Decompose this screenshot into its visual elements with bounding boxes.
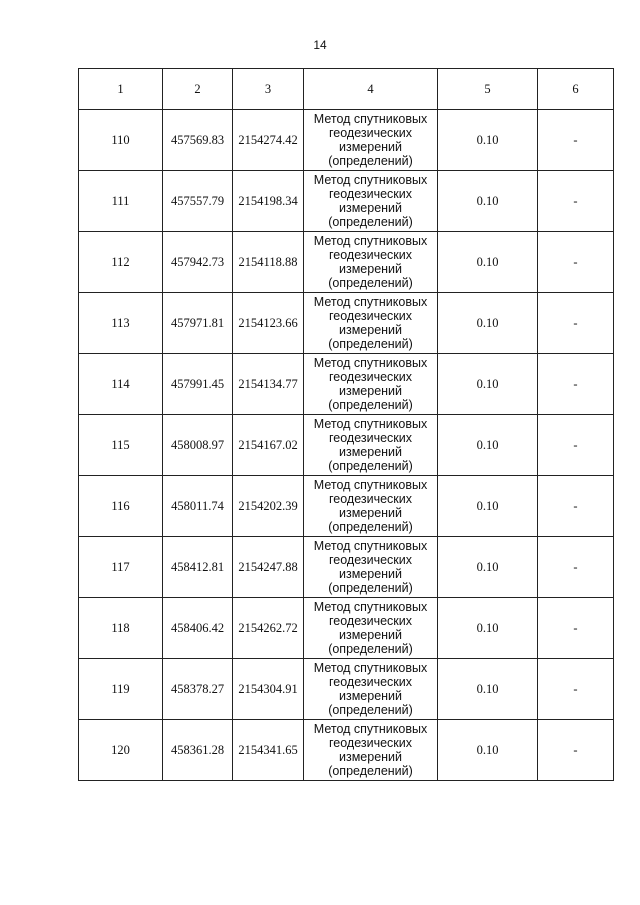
method-line: (определений)	[328, 276, 413, 290]
y-coordinate-cell: 2154262.72	[233, 598, 304, 659]
point-number-cell: 119	[79, 659, 163, 720]
y-coordinate-cell: 2154134.77	[233, 354, 304, 415]
x-coordinate-cell: 458412.81	[163, 537, 233, 598]
note-cell: -	[538, 354, 614, 415]
y-coordinate-cell: 2154247.88	[233, 537, 304, 598]
y-coordinate-cell: 2154304.91	[233, 659, 304, 720]
x-coordinate-cell: 458361.28	[163, 720, 233, 781]
method-line: измерений	[338, 140, 403, 154]
method-line: (определений)	[328, 459, 413, 473]
point-number-cell: 117	[79, 537, 163, 598]
table-row	[79, 415, 614, 476]
accuracy-cell: 0.10	[438, 659, 538, 720]
method-line: (определений)	[328, 642, 413, 656]
method-line: геодезических	[328, 187, 412, 201]
table-header-row	[79, 69, 614, 110]
note-cell: -	[538, 476, 614, 537]
x-coordinate-cell: 458378.27	[163, 659, 233, 720]
method-line: измерений	[338, 384, 403, 398]
method-line: измерений	[338, 323, 403, 337]
method-line: измерений	[338, 750, 403, 764]
method-line: Метод спутниковых	[313, 600, 428, 614]
y-coordinate-cell: 2154198.34	[233, 171, 304, 232]
method-cell	[304, 537, 438, 598]
method-cell	[304, 720, 438, 781]
method-cell	[304, 293, 438, 354]
method-cell	[304, 659, 438, 720]
method-line: геодезических	[328, 309, 412, 323]
note-cell: -	[538, 293, 614, 354]
method-line: Метод спутниковых	[313, 478, 428, 492]
method-line: (определений)	[328, 764, 413, 778]
method-cell	[304, 476, 438, 537]
note-cell: -	[538, 659, 614, 720]
accuracy-cell: 0.10	[438, 110, 538, 171]
point-number-cell: 115	[79, 415, 163, 476]
method-line: измерений	[338, 689, 403, 703]
table-row	[79, 659, 614, 720]
method-line: (определений)	[328, 337, 413, 351]
x-coordinate-cell: 458011.74	[163, 476, 233, 537]
x-coordinate-cell: 457569.83	[163, 110, 233, 171]
table-row	[79, 720, 614, 781]
column-header-point-number: 1	[79, 69, 163, 110]
table-row	[79, 171, 614, 232]
column-header-y: 3	[233, 69, 304, 110]
point-number-cell: 116	[79, 476, 163, 537]
y-coordinate-cell: 2154123.66	[233, 293, 304, 354]
table-row	[79, 476, 614, 537]
method-line: геодезических	[328, 248, 412, 262]
method-cell	[304, 354, 438, 415]
page-number: 14	[313, 38, 327, 52]
accuracy-cell: 0.10	[438, 415, 538, 476]
x-coordinate-cell: 457942.73	[163, 232, 233, 293]
x-coordinate-cell: 457557.79	[163, 171, 233, 232]
y-coordinate-cell: 2154341.65	[233, 720, 304, 781]
table-row	[79, 232, 614, 293]
method-line: (определений)	[328, 581, 413, 595]
x-coordinate-cell: 458406.42	[163, 598, 233, 659]
method-line: измерений	[338, 628, 403, 642]
accuracy-cell: 0.10	[438, 537, 538, 598]
method-line: геодезических	[328, 553, 412, 567]
accuracy-cell: 0.10	[438, 720, 538, 781]
point-number-cell: 114	[79, 354, 163, 415]
note-cell: -	[538, 232, 614, 293]
method-line: Метод спутниковых	[313, 539, 428, 553]
x-coordinate-cell: 457991.45	[163, 354, 233, 415]
note-cell: -	[538, 537, 614, 598]
y-coordinate-cell: 2154118.88	[233, 232, 304, 293]
table-row	[79, 598, 614, 659]
column-header-x: 2	[163, 69, 233, 110]
method-cell	[304, 598, 438, 659]
table-row	[79, 293, 614, 354]
note-cell: -	[538, 598, 614, 659]
accuracy-cell: 0.10	[438, 232, 538, 293]
method-line: измерений	[338, 445, 403, 459]
table-row	[79, 110, 614, 171]
method-line: измерений	[338, 262, 403, 276]
method-cell	[304, 171, 438, 232]
method-line: (определений)	[328, 215, 413, 229]
note-cell: -	[538, 720, 614, 781]
accuracy-cell: 0.10	[438, 598, 538, 659]
method-line: геодезических	[328, 431, 412, 445]
method-line: (определений)	[328, 703, 413, 717]
method-line: измерений	[338, 567, 403, 581]
y-coordinate-cell: 2154167.02	[233, 415, 304, 476]
note-cell: -	[538, 415, 614, 476]
accuracy-cell: 0.10	[438, 293, 538, 354]
method-line: Метод спутниковых	[313, 112, 428, 126]
method-line: геодезических	[328, 126, 412, 140]
point-number-cell: 112	[79, 232, 163, 293]
method-line: Метод спутниковых	[313, 661, 428, 675]
point-number-cell: 110	[79, 110, 163, 171]
method-line: геодезических	[328, 492, 412, 506]
method-line: Метод спутниковых	[313, 417, 428, 431]
method-line: (определений)	[328, 398, 413, 412]
column-header-accuracy: 5	[438, 69, 538, 110]
method-line: Метод спутниковых	[313, 356, 428, 370]
accuracy-cell: 0.10	[438, 354, 538, 415]
coordinates-table	[78, 68, 614, 781]
y-coordinate-cell: 2154274.42	[233, 110, 304, 171]
method-cell	[304, 232, 438, 293]
table-row	[79, 537, 614, 598]
method-line: измерений	[338, 506, 403, 520]
x-coordinate-cell: 457971.81	[163, 293, 233, 354]
method-cell	[304, 110, 438, 171]
point-number-cell: 120	[79, 720, 163, 781]
method-line: геодезических	[328, 614, 412, 628]
point-number-cell: 118	[79, 598, 163, 659]
method-line: (определений)	[328, 154, 413, 168]
method-line: Метод спутниковых	[313, 722, 428, 736]
column-header-method: 4	[304, 69, 438, 110]
method-line: Метод спутниковых	[313, 173, 428, 187]
method-line: Метод спутниковых	[313, 234, 428, 248]
method-line: геодезических	[328, 736, 412, 750]
method-line: Метод спутниковых	[313, 295, 428, 309]
method-line: измерений	[338, 201, 403, 215]
point-number-cell: 111	[79, 171, 163, 232]
accuracy-cell: 0.10	[438, 171, 538, 232]
method-cell	[304, 415, 438, 476]
accuracy-cell: 0.10	[438, 476, 538, 537]
column-header-note: 6	[538, 69, 614, 110]
x-coordinate-cell: 458008.97	[163, 415, 233, 476]
method-line: геодезических	[328, 370, 412, 384]
point-number-cell: 113	[79, 293, 163, 354]
method-line: геодезических	[328, 675, 412, 689]
y-coordinate-cell: 2154202.39	[233, 476, 304, 537]
note-cell: -	[538, 171, 614, 232]
note-cell: -	[538, 110, 614, 171]
table-row	[79, 354, 614, 415]
method-line: (определений)	[328, 520, 413, 534]
